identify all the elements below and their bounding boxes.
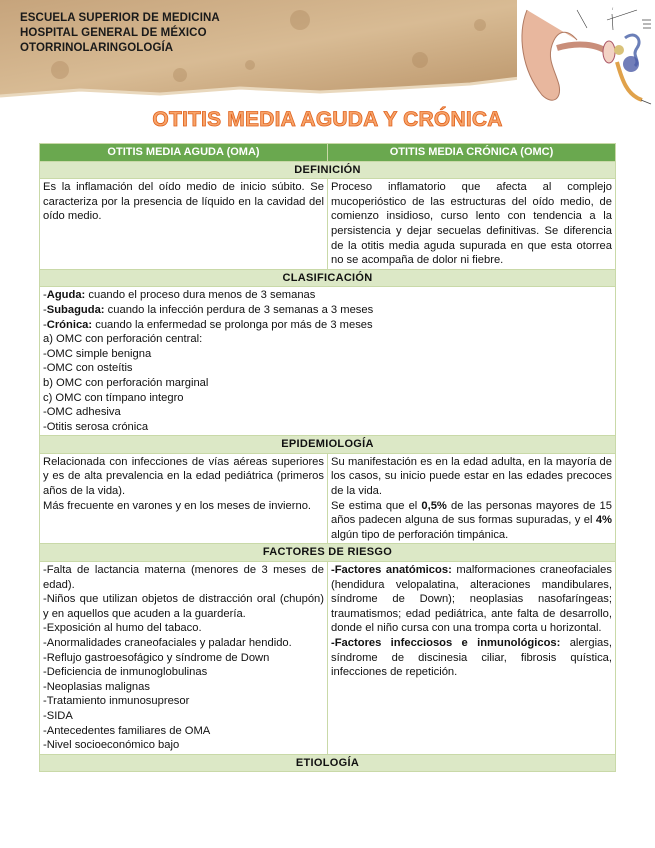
factores-infecciosos: -Factores infecciosos e inmunológicos: alergias, síndrome de discinesia ciliar, fibrosis quística, infecciones de repetición. xyxy=(331,637,612,679)
epidemiologia-oma-p1: Relacionada con infecciones de vías aéreas superiores y es de alta prevalencia en la edad pediátrica (primeros años de la vida). xyxy=(43,455,324,498)
col-header-oma: OTITIS MEDIA AGUDA (OMA) xyxy=(40,144,328,162)
section-heading-epidemiologia: EPIDEMIOLOGÍA xyxy=(40,436,616,454)
list-item: -Falta de lactancia materna (menores de 3 meses de edad). xyxy=(43,564,324,591)
list-item: -Nivel socioeconómico bajo xyxy=(43,739,180,752)
section-heading-etiologia: ETIOLOGÍA xyxy=(40,754,616,772)
list-item: -Reflujo gastroesofágico y síndrome de Down xyxy=(43,651,270,664)
school-header xyxy=(20,11,220,56)
ear-anatomy-illustration xyxy=(517,0,655,118)
clasificacion-cell xyxy=(40,287,616,436)
list-item: -OMC adhesiva xyxy=(43,406,121,419)
clasificacion-aguda: -Aguda: cuando el proceso dura menos de 3 semanas xyxy=(43,289,316,302)
section-row-clasificacion xyxy=(40,269,616,287)
list-item: -Tratamiento inmunosupresor xyxy=(43,695,190,708)
list-item: -OMC con osteítis xyxy=(43,362,133,375)
epidemiologia-omc xyxy=(328,453,616,544)
list-item: b) OMC con perforación marginal xyxy=(43,376,209,389)
definicion-omc: Proceso inflamatorio que afecta al complejo mucoperióstico de las estructuras del oído medio, de comienzo insidioso, curso lento con tendencia a la persistencia y dejar secuelas definitivas. Se diferencia de la otitis media aguda supurada en que esta otorrea no se acompaña de dolor ni fiebre. xyxy=(328,179,616,270)
list-item: -Niños que utilizan objetos de distracción oral (chupón) y en aquellos que acuden a la guardería. xyxy=(43,593,324,620)
epidemiologia-row xyxy=(40,453,616,544)
column-header-row xyxy=(40,144,616,162)
list-item: -Antecedentes familiares de OMA xyxy=(43,724,211,737)
list-item: -Anormalidades craneofaciales y paladar hendido. xyxy=(43,637,292,649)
epidemiologia-oma-p2: Más frecuente en varones y en los meses de invierno. xyxy=(43,499,312,512)
epidemiologia-omc-p1: Su manifestación es en la edad adulta, en la mayoría de los casos, su inicio puede estar en las edades precoces de la vida. xyxy=(331,455,612,498)
header-line-school: ESCUELA SUPERIOR DE MEDICINA xyxy=(20,12,220,24)
section-heading-definicion: DEFINICIÓN xyxy=(40,161,616,179)
section-row-factores xyxy=(40,544,616,562)
clasificacion-subaguda: -Subaguda: cuando la infección perdura de 3 semanas a 3 meses xyxy=(43,303,374,316)
header-line-department: OTORRINOLARINGOLOGÍA xyxy=(20,42,174,54)
section-heading-clasificacion: CLASIFICACIÓN xyxy=(40,269,616,287)
section-row-definicion xyxy=(40,161,616,179)
list-item: -OMC simple benigna xyxy=(43,347,152,360)
list-item: -Neoplasias malignas xyxy=(43,680,150,693)
epidemiologia-oma xyxy=(40,453,328,544)
clasificacion-cronica: -Crónica: cuando la enfermedad se prolonga por más de 3 meses xyxy=(43,318,373,331)
factores-row xyxy=(40,562,616,755)
section-row-epidemiologia xyxy=(40,436,616,454)
comparison-table xyxy=(39,143,616,772)
list-item: a) OMC con perforación central: xyxy=(43,333,203,346)
svg-text:/: / xyxy=(612,6,614,11)
list-item: -Deficiencia de inmunoglobulinas xyxy=(43,666,208,679)
section-row-etiologia xyxy=(40,754,616,772)
factores-oma xyxy=(40,562,328,755)
page-title: OTITIS MEDIA AGUDA Y CRÓNICA xyxy=(152,108,503,131)
factores-anatomicos: -Factores anatómicos: malformaciones craneofaciales (hendidura velopalatina, alteraciones mandibulares, síndrome de Down); neoplasias nasofaríngeas; traumatismos; edad pediátrica, ante falta de desarrollo, donde el niño cursa con una trompa corta u horizontal. xyxy=(331,564,612,635)
section-heading-factores: FACTORES DE RIESGO xyxy=(40,544,616,562)
epidemiologia-omc-p2: Se estima que el 0,5% de las personas mayores de 15 años padecen alguna de sus formas supuradas, y el 4% algún tipo de perforación timpánica. xyxy=(331,499,612,541)
list-item: -Exposición al humo del tabaco. xyxy=(43,622,202,635)
clasificacion-row xyxy=(40,287,616,436)
factores-omc xyxy=(328,562,616,755)
list-item: c) OMC con tímpano integro xyxy=(43,391,184,404)
col-header-omc: OTITIS MEDIA CRÓNICA (OMC) xyxy=(328,144,616,162)
list-item: -Otitis serosa crónica xyxy=(43,420,149,433)
definicion-row xyxy=(40,179,616,270)
header-line-hospital: HOSPITAL GENERAL DE MÉXICO xyxy=(20,27,207,39)
definicion-oma: Es la inflamación del oído medio de inicio súbito. Se caracteriza por la presencia de líquido en la cavidad del oído medio. xyxy=(40,179,328,270)
list-item: -SIDA xyxy=(43,709,73,722)
